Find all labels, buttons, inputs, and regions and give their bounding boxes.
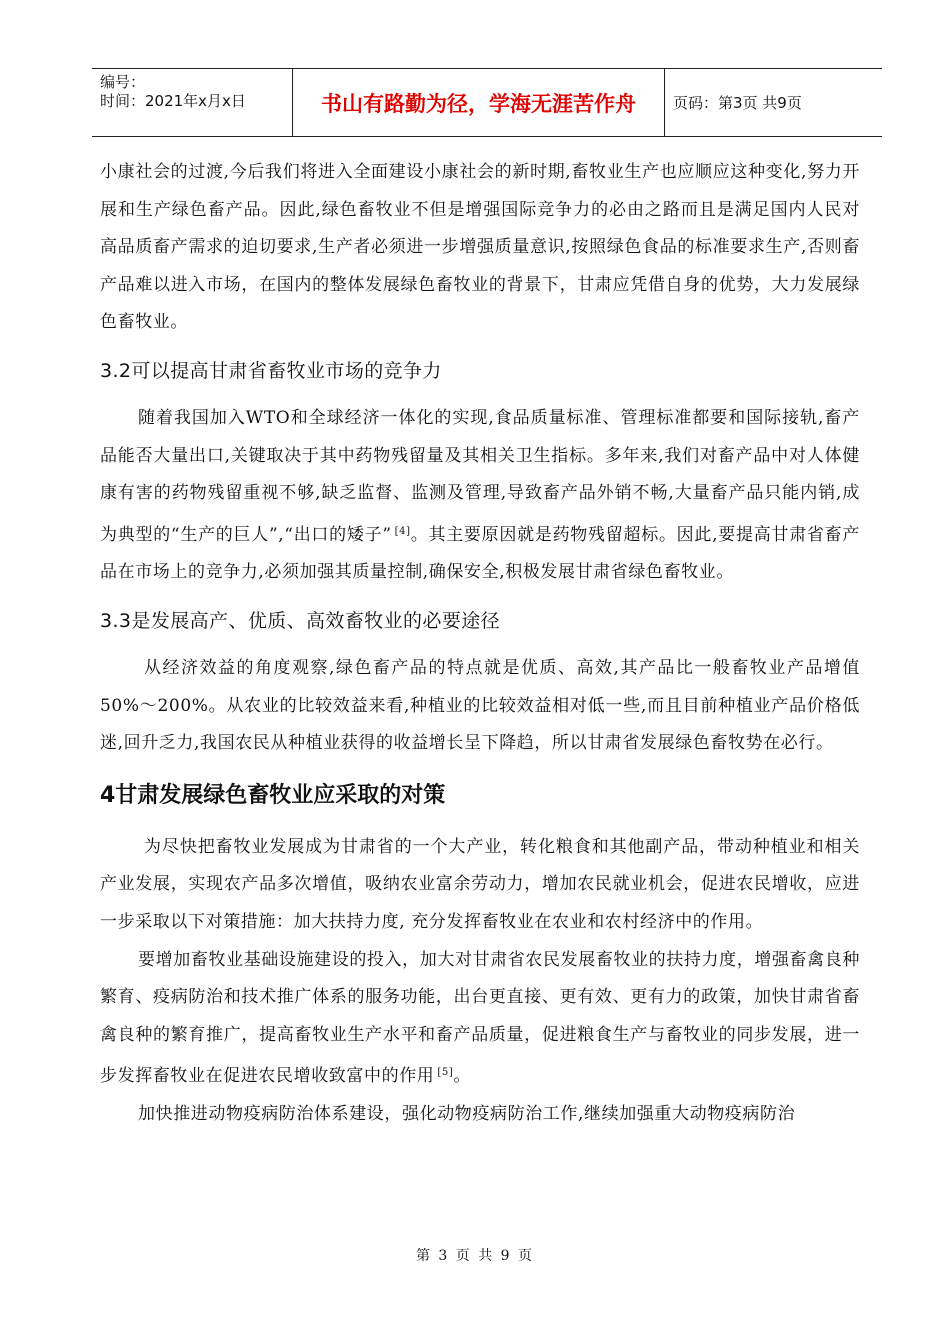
paragraph-3: 从经济效益的角度观察,绿色畜产品的特点就是优质、高效,其产品比一般畜牧业产品增值50%～200%。从农业的比较效益来看,种植业的比较效益相对低一些,而且目前种植业产品价格低迷,回升乏力,我国农民从种植业获得的收益增长呈下降趋，所以甘肃省发展绿色畜牧势在必行。 — [100, 657, 860, 754]
document-body — [100, 154, 860, 1133]
header-number: 编号： — [100, 73, 146, 91]
page-header — [92, 68, 882, 137]
paragraph-5 — [100, 942, 860, 1096]
paragraph-5-tail: 。 — [453, 1066, 471, 1087]
paragraph-1: 小康社会的过渡,今后我们将进入全面建设小康社会的新时期,畜牧业生产也应顺应这种变化,努力开展和生产绿色畜产品。因此,绿色畜牧业不但是增强国际竞争力的必由之路而且是满足国内人民对高品质畜产需求的迫切要求,生产者必须进一步增强质量意识,按照绿色食品的标准要求生产,否则畜产品难以进入市场，在国内的整体发展绿色畜牧业的背景下，甘肃应凭借自身的优势，大力发展绿色畜牧业。 — [100, 162, 860, 333]
paragraph-4: 为尽快把畜牧业发展成为甘肃省的一个大产业，转化粮食和其他副产品，带动种植业和相关产业发展，实现农产品多次增值，吸纳农业富余劳动力，增加农民就业机会，促进农民增收，应进一步采取以下对策措施：加大扶持力度, 充分发挥畜牧业在农业和农村经济中的作用。 — [100, 836, 860, 932]
heading-3-3: 3.3是发展高产、优质、高效畜牧业的必要途径 — [100, 609, 501, 632]
header-page-info: 页码：第3页 共9页 — [673, 94, 802, 112]
paragraph-6: 加快推进动物疫病防治体系建设，强化动物疫病防治工作,继续加强重大动物疫病防治 — [138, 1103, 796, 1124]
paragraph-2-tail: 。其主要原因就是药物残留超标。因此,要提高甘肃省畜产品在市场上的竞争力,必须加强其质量控制,确保安全,积极发展甘肃省绿色畜牧业。 — [100, 524, 860, 583]
header-time: 时间：2021年x月x日 — [100, 92, 246, 110]
paragraph-2-text: 随着我国加入WTO和全球经济一体化的实现,食品质量标准、管理标准都要和国际接轨,畜产品能否大量出口,关键取决于其中药物残留量及其相关卫生指标。多年来,我们对畜产品中对人体健康有害的药物残留重视不够,缺乏监督、监测及管理,导致畜产品外销不畅,大量畜产品只能内销,成为典型的“生产的巨人”,“出口的矮子” — [100, 407, 860, 545]
header-motto: 书山有路勤为径，学海无涯苦作舟 — [293, 69, 665, 136]
header-meta — [92, 69, 293, 136]
page-footer: 第 3 页 共 9 页 — [415, 1248, 535, 1264]
heading-3-2: 3.2可以提高甘肃省畜牧业市场的竞争力 — [100, 359, 442, 382]
citation-4: [4] — [394, 525, 411, 537]
heading-4: 4甘肃发展绿色畜牧业应采取的对策 — [100, 782, 446, 808]
paragraph-5-text: 要增加畜牧业基础设施建设的投入，加大对甘肃省农民发展畜牧业的扶持力度，增强畜禽良种繁育、疫病防治和技术推广体系的服务功能，出台更直接、更有效、更有力的政策，加快甘肃省畜禽良种的繁育推广，提高畜牧业生产水平和畜产品质量，促进粮食生产与畜牧业的同步发展，进一步发挥畜牧业在促进农民增收致富中的作用 — [100, 949, 860, 1087]
paragraph-2 — [100, 400, 860, 592]
citation-5: [5] — [437, 1067, 454, 1079]
